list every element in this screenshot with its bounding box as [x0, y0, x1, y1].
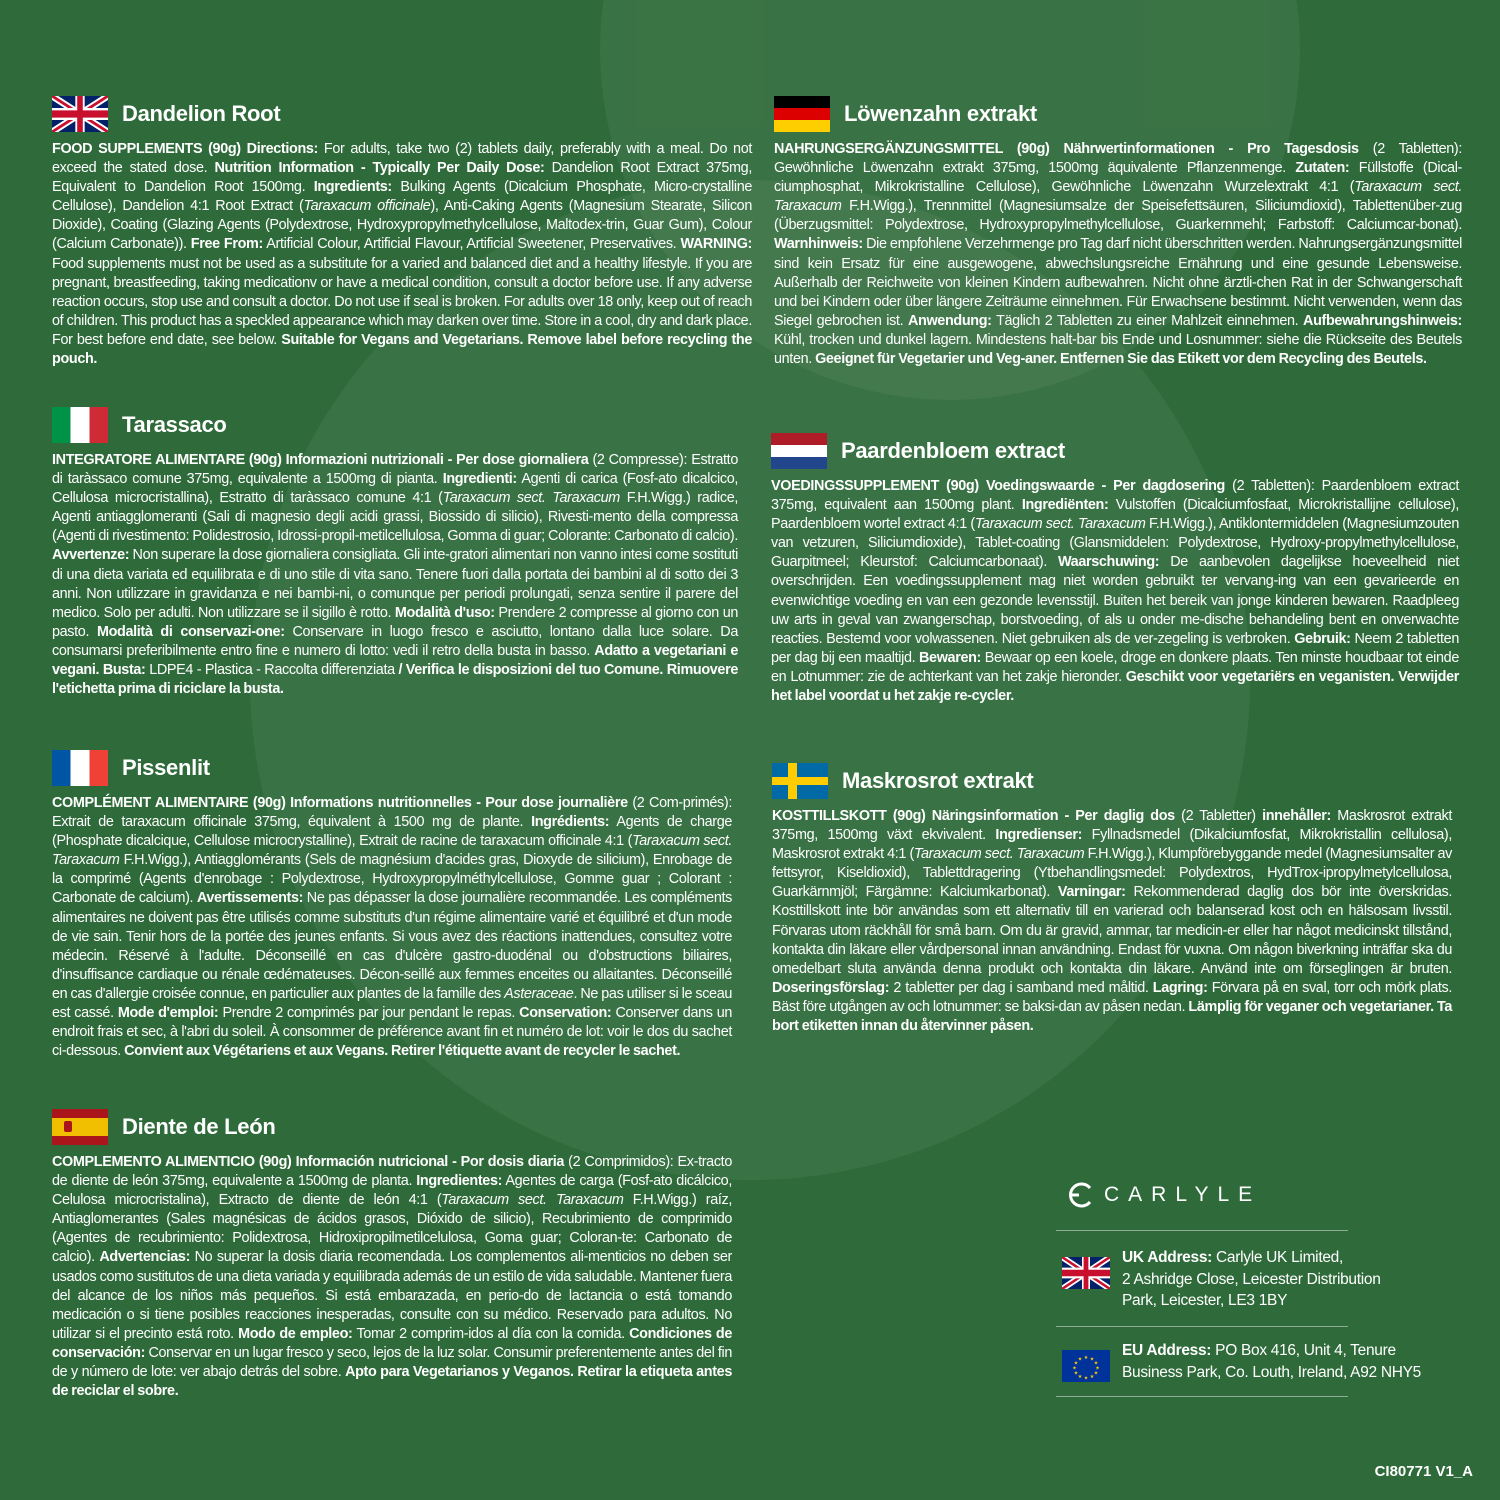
section-body: COMPLEMENTO ALIMENTICIO (90g) Información nutricional - Por dosis diaria (2 Comprimidos): Ex-tracto de diente de león 375mg, equivalente a 1500mg de planta. Ingredientes: Agentes de carga (Fosf-ato dicálcico, Celulosa microcristalina), Extracto de diente de león 4:1 (Taraxacum sect. Taraxacum F.H.Wigg.) raíz, Antiaglomerantes (Sales magnésicas de ácidos grasos, Dióxido de silicio), Recubrimiento de comprimido (Agentes de recubrimiento: Polidextrosa, Hidroxipropilmetilcelulosa, Goma guar; Coloran-te: Carbonato de calcio). Advertencias: No superar la dosis diaria recomendada. Los complementos ali-menticios no deben ser usados como sustitutos de una dieta variada y equilibrada además de un estilo de vida saludable. Mantener fuera del alcance de los niños más pequeños. Si está embarazada, en perio-do de lactancia o está tomando medicación o si tiene posibles reacciones inesperadas, consulte con su médico. Reservado para adultos. No utilizar si el precinto está roto. Modo de empleo: Tomar 2 comprim-idos al día con la comida. Condiciones de conservación: Conservar en un lugar fresco y seco, lejos de la luz solar. Consumir preferentemente antes del fin de y número de lote: ver abajo detrás del sobre. Apto para Vegetarianos y Veganos. Retirar la etiqueta antes de reciclar el sobre.: [52, 1154, 732, 1400]
eu-address-text: [1122, 1340, 1421, 1383]
netherlands-flag-icon: [771, 433, 827, 469]
brand-name: CARLYLE: [1104, 1183, 1262, 1206]
svg-text:★: ★: [1083, 1355, 1089, 1361]
uk-flag-icon: [1062, 1257, 1110, 1289]
divider: [1056, 1396, 1348, 1397]
eu-address-line2: Business Park, Co. Louth, Ireland, A92 NHY5: [1122, 1363, 1421, 1381]
divider: [1056, 1326, 1348, 1327]
section-title: Pissenlit: [122, 755, 210, 780]
germany-flag-icon: [774, 96, 830, 132]
svg-text:★: ★: [1089, 1356, 1095, 1363]
svg-text:★: ★: [1077, 1356, 1083, 1363]
svg-text:★: ★: [1093, 1360, 1099, 1367]
section-title: Tarassaco: [122, 412, 227, 437]
svg-text:★: ★: [1093, 1370, 1099, 1377]
section-title: Dandelion Root: [122, 101, 281, 126]
section-italian: [52, 405, 738, 699]
section-english: [52, 94, 752, 369]
uk-address-label: UK Address:: [1122, 1249, 1213, 1266]
section-title: Löwenzahn extrakt: [844, 101, 1037, 126]
uk-address-line3: Park, Leicester, LE3 1BY: [1122, 1292, 1288, 1309]
uk-address-block: [1062, 1247, 1381, 1312]
eu-address-label: EU Address:: [1122, 1342, 1212, 1359]
section-body: COMPLÉMENT ALIMENTAIRE (90g) Informations nutritionnelles - Pour dose journalière (2 Com-primés): Extrait de taraxacum officinale 375mg, équivalent à 1500 mg de plante. Ingrédients: Agents de charge (Phosphate dicalcique, Cellulose microcrystalline), Extrait de racine de taraxacum officinale 4:1 (Taraxacum sect. Taraxacum F.H.Wigg.), Antiagglomérants (Sels de magnésium d'acides gras, Dioxyde de silicium), Enrobage de la comprimé (Agents d'enrobage : Polydextrose, Hydroxypropylméthylcellulose, Gomme guar ; Colorant : Carbonate de calcium). Avertissements: Ne pas dépasser la dose journalière recommandée. Les compléments alimentaires ne doivent pas être utilisés comme substituts d'un régime alimentaire varié et équilibré et d'un mode de vie sain. Tenir hors de la portée des jeunes enfants. Si vous avez des réactions inattendues, consultez votre médecin. Réservé à l'adulte. Déconseillé en cas d'ulcère gastro-duodénal ou d'obstructions biliaires, d'insuffisance cardiaque ou rénale œdémateuses. Décon-seillé aux femmes enceites ou allaitantes. Déconseillé en cas d'allergie croisée connue, en particulier aux plantes de la famille des Asteraceae. Ne pas utiliser si le sceau est cassé. Mode d'emploi: Prendre 2 comprimés par jour pendant le repas. Conservation: Conserver dans un endroit frais et sec, à l'abri du soleil. À consommer de préférence avant fin et numéro de lot: voir le dos du sachet ci-dessous. Convient aux Végétariens et aux Vegans. Retirer l'étiquette avant de recycler le sachet.: [52, 795, 733, 1060]
spain-flag-icon: [52, 1109, 108, 1145]
section-german: [774, 94, 1462, 369]
section-body: VOEDINGSSUPPLEMENT (90g) Voedingswaarde - Per dagdosering (2 Tabletten): Paardenbloem extract 375mg, equivalent aan 1500mg plant. Ingrediënten: Vulstoffen (Dicalciumfosfaat, Microkristallijne cellulose), Paardenbloem wortel extract 4:1 (Taraxacum sect. Taraxacum F.H.Wigg.), Antiklontermiddelen (Magnesiumzouten van vetzuren, Siliciumdioxide), Tablet-coating (Glansmiddelen: Polydextrose, Hydroxy-propylmethylcellulose, Guarpitmeel; Kleurstof: Calciumcarbonaat). Waarschuwing: De aanbevolen dagelijkse hoeveelheid niet overschrijden. Een voedingssupplement mag niet worden gebruikt ter vervang-ing van een gevarieerde en evenwichtige voeding en van een gezonde levensstijl. Buiten het bereik van jonge kinderen bewaren. Raadpleeg uw arts in geval van zwangerschap, borstvoeding, of als u onder me-dische behandeling bent en onverwachte reacties. Bestemd voor volwassenen. Niet gebruiken als de ver-zegeling is verbroken. Gebruik: Neem 2 tabletten per dag bij een maaltijd. Bewaren: Bewaar op een koele, droge en donkere plaats. Ten minste houdbaar tot einde en Lotnummer: zie de achterkant van het zakje hieronder. Geschikt voor vegetariërs en veganisten. Verwijder het label voordat u het zakje re-cycler.: [771, 478, 1459, 705]
section-body: INTEGRATORE ALIMENTARE (90g) Informazioni nutrizionali - Per dose giornaliera (2 Compresse): Estratto di taràssaco comune 375mg, equivalente a 1500mg di pianta. Ingredienti: Agenti di carica (Fosf-ato dicalcico, Cellulosa microcristallina), Estratto di taràssaco comune 4:1 (Taraxacum sect. Taraxacum F.H.Wigg.) radice, Agenti antiagglomeranti (Sali di magnesio degli acidi grassi, Biossido di silicio), Rivesti-mento della compressa (Agenti di rivestimento: Polidestrosio, Idrossi-propil-metilcellulosa, Gomma di guar; Colorante: Carbonato di calcio). Avvertenze: Non superare la dose giornaliera consigliata. Gli inte-gratori alimentari non vanno intesi come sostituti di una dieta variata ed equilibrata e di uno stile di vita sano. Tenere fuori dalla portata dei bambini al di sotto dei 3 anni. Non utilizzare in gravidanza e nei bambi-ni, o comunque per periodi prolungati, senza sentire il parere del medico. Solo per adulti. Non utilizzare se il sigillo è rotto. Modalità d'uso: Prendere 2 compresse al giorno con un pasto. Modalità di conservazi-one: Conservare in luogo fresco e asciutto, lontano dalla luce solare. Da consumarsi preferibilmente entro fine e numero di lotto: vedi il retro della busta in basso. Adatto a vegetariani e vegani. Busta: LDPE4 - Plastica - Raccolta differenziata / Verifica le disposizioni del tuo Comune. Rimuovere l'etichetta prima di riciclare la busta.: [52, 452, 739, 698]
sweden-flag-icon: [772, 763, 828, 799]
carlyle-logo: [1066, 1180, 1261, 1210]
carlyle-logo-icon: [1066, 1180, 1096, 1210]
product-code: CI80771 V1_A: [1374, 1463, 1473, 1480]
section-swedish: [772, 761, 1452, 1036]
uk-flag-icon: [52, 96, 108, 132]
svg-text:★: ★: [1095, 1365, 1100, 1372]
svg-text:★: ★: [1072, 1365, 1077, 1372]
svg-text:★: ★: [1089, 1374, 1095, 1380]
eu-address-block: [1062, 1340, 1421, 1383]
france-flag-icon: [52, 750, 108, 786]
eu-flag-icon: [1062, 1350, 1110, 1382]
section-body: FOOD SUPPLEMENTS (90g) Directions: For adults, take two (2) tablets daily, preferably with a meal. Do not exceed the stated dose. Nutrition Information - Typically Per Daily Dose: Dandelion Root Extract 375mg, Equivalent to Dandelion Root 1500mg. Ingredients: Bulking Agents (Dicalcium Phosphate, Micro-crystalline Cellulose), Dandelion 4:1 Root Extract (Taraxacum officinale), Anti-Caking Agents (Magnesium Stearate, Silicon Dioxide), Coating (Glazing Agents (Polydextrose, Hydroxypropylmethylcellulose, Maltodex-trin, Guar Gum), Colour (Calcium Carbonate)). Free From: Artificial Colour, Artificial Flavour, Artificial Sweetener, Preservatives. WARNING: Food supplements must not be used as a substitute for a varied and balanced diet and a healthy lifestyle. If you are pregnant, breastfeeding, taking medicationv or have a medical condition, consult a doctor before use. If any adverse reaction occurs, stop use and consult a doctor. Do not use if seal is broken. For adults over 18 only, keep out of reach of children. This product has a speckled appearance which may darken over time. Store in a cool, dry and dark place. For best before end date, see below. Suitable for Vegans and Vegetarians. Remove label before recycling the pouch.: [52, 141, 753, 368]
divider: [1056, 1230, 1348, 1231]
eu-address-line1: PO Box 416, Unit 4, Tenure: [1211, 1342, 1396, 1359]
svg-text:★: ★: [1073, 1360, 1079, 1367]
section-body: NAHRUNGSERGÄNZUNGSMITTEL (90g) Nährwertinformationen - Pro Tagesdosis (2 Tabletten): Gewöhnliche Löwenzahn extrakt 375mg, 1500mg äquivalente Pflanzenmenge. Zutaten: Füllstoffe (Dical-ciumphosphat, Mikrokristalline Cellulose), Gewöhnliche Löwenzahn Wurzelextrakt 4:1 (Taraxacum sect. Taraxacum F.H.Wigg.), Trennmittel (Magnesiumsalze der Speisefettsäuren, Siliciumdioxid), Tablettenüber-zug (Überzugsmittel: Polydextrose, Hydroxypropylmethylcellulose, Guarkernmehl; Farbstoff: Calciumcar-bonat). Warnhinweis: Die empfohlene Verzehrmenge pro Tag darf nicht überschritten werden. Nahrungsergänzungsmittel sind kein Ersatz für eine ausgewogene, abwechslungsreiche Ernährung und eine gesunde Lebensweise. Außerhalb der Reichweite von kleinen Kindern aufbewahren. Nicht ohne ärztli-chen Rat in der Schwangerschaft und bei Kindern oder über längere Zeiträume einnehmen. Für Erwachsene bestimmt. Nicht verwenden, wenn das Siegel gebrochen ist. Anwendung: Täglich 2 Tabletten zu einer Mahlzeit einnehmen. Aufbewahrungshinweis: Kühl, trocken und dunkel lagern. Mindestens halt-bar bis Ende und Losnummer: siehe die Rückseite des Beutels unten. Geeignet für Vegetarier und Veg-aner. Entfernen Sie das Etikett vor dem Recycling des Beutels.: [774, 141, 1462, 368]
svg-text:★: ★: [1077, 1374, 1083, 1380]
section-french: [52, 748, 732, 1061]
section-body: KOSTTILLSKOTT (90g) Näringsinformation - Per daglig dos (2 Tabletter) innehåller: Maskrosrot extrakt 375mg, 1500mg växt ekvivalent. Ingredienser: Fyllnadsmedel (Dikalciumfosfat, Mikrokristallin cellulosa), Maskrosrot extrakt 4:1 (Taraxacum sect. Taraxacum F.H.Wigg.), Klumpförebyggande medel (Magnesiumsalter av fettsyror, Kiseldioxid), Tablettdragering (Ytbehandlingsmedel: Polydextros, HydTrox-ipropylmetylcellulosa, Guarkärnmjöl; Färgämne: Kalciumkarbonat). Varningar: Rekommenderad daglig dos bör inte överskridas. Kosttillskott inte bör användas som ett alternativ till en varierad och balanserad kost och en hälsosam livsstil. Förvaras utom räckhåll för små barn. Om du är gravid, ammar, tar medicin-er eller har något medicinskt tillstånd, kontakta din läkare eller vårdpersonal innan användning. Endast för vuxna. Om någon biverkning inträffar ska du omedelbart sluta använda denna produkt och kontakta din läkare. Använd inte om förseglingen är bruten. Doseringsförslag: 2 tabletter per dag i samband med måltid. Lagring: Förvara på en sval, torr och mörk plats. Bäst före utgången av och lotnummer: se baksi-dan av påsen nedan. Lämplig för veganer och vegetarianer. Ta bort etiketten innan du återvinner påsen.: [772, 808, 1453, 1035]
svg-text:★: ★: [1073, 1370, 1079, 1377]
section-title: Maskrosrot extrakt: [842, 768, 1034, 793]
section-title: Diente de León: [122, 1114, 276, 1139]
section-dutch: [771, 431, 1459, 706]
italy-flag-icon: [52, 407, 108, 443]
uk-address-line1: Carlyle UK Limited,: [1212, 1249, 1343, 1266]
section-title: Paardenbloem extract: [841, 438, 1065, 463]
section-spanish: [52, 1107, 732, 1401]
uk-address-text: [1122, 1247, 1381, 1312]
uk-address-line2: 2 Ashridge Close, Leicester Distribution: [1122, 1270, 1381, 1288]
svg-text:★: ★: [1083, 1375, 1089, 1382]
